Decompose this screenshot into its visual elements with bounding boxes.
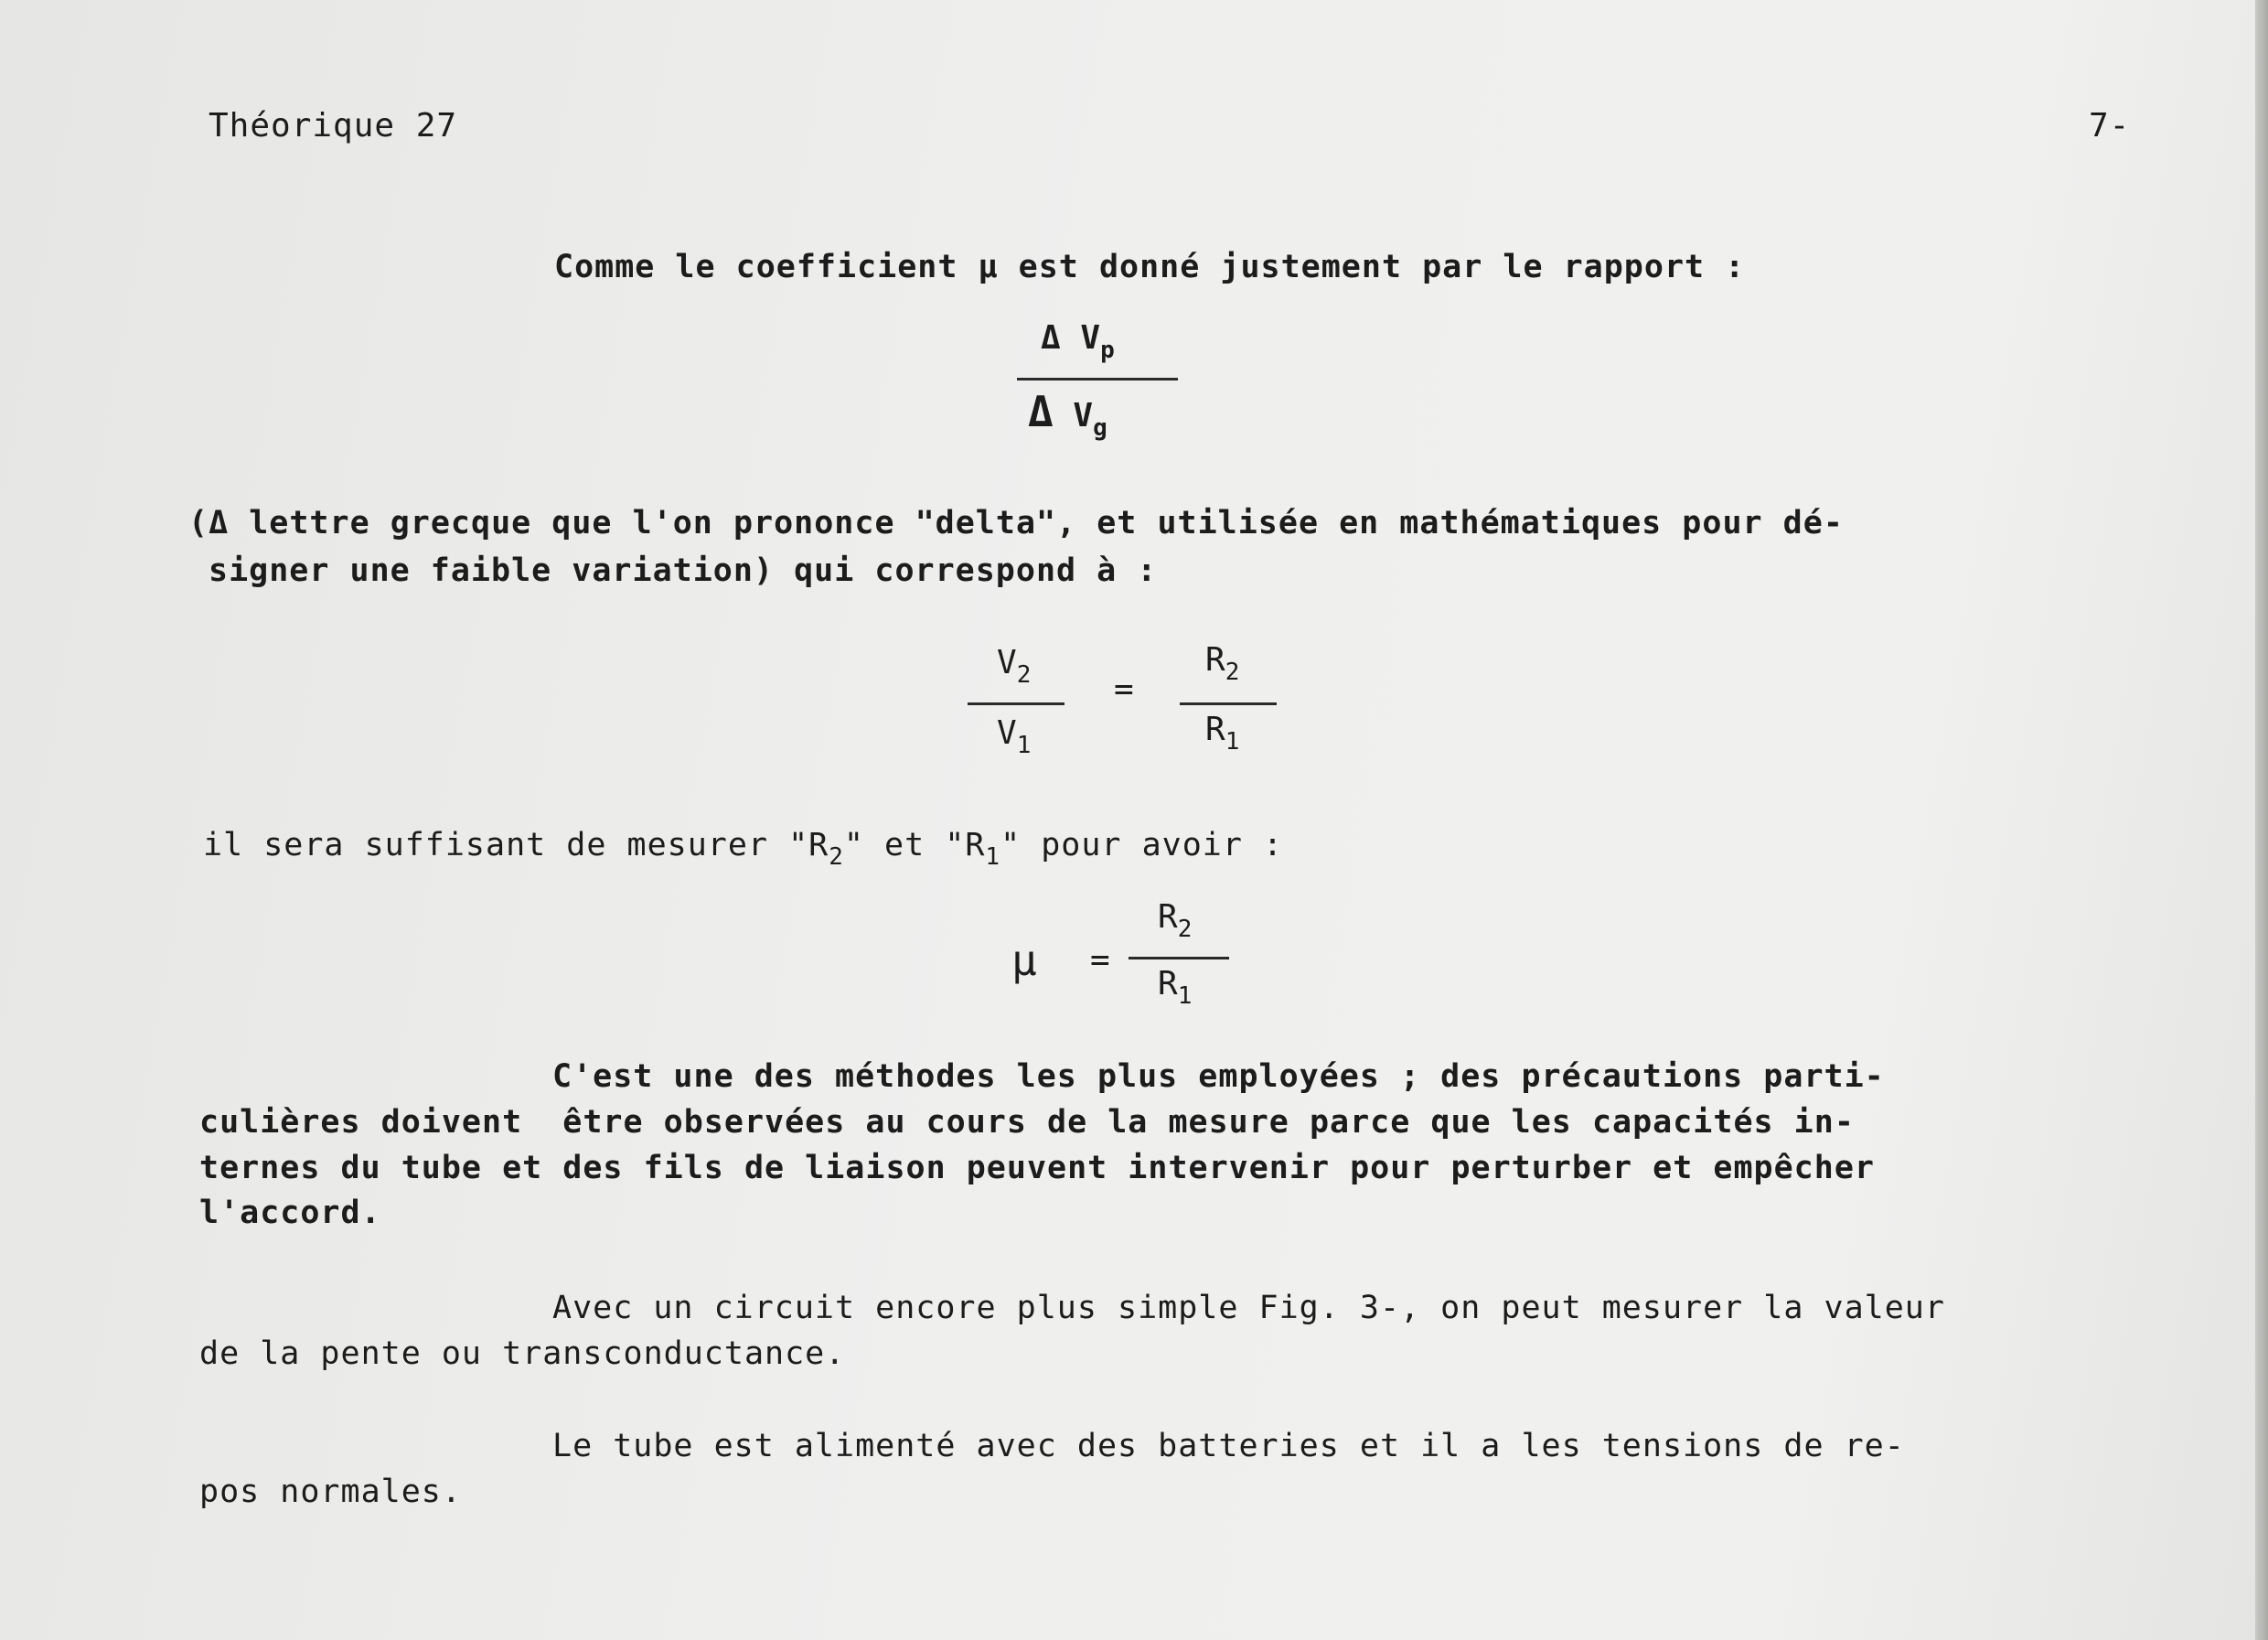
paragraph-method-line1: C'est une des méthodes les plus employées ; des précautions parti- [552, 1058, 1885, 1095]
paragraph-measure [203, 823, 1283, 870]
formula2-left-numerator [997, 644, 1032, 689]
running-header: Théorique 27 [209, 107, 458, 145]
delta-symbol: Δ [1041, 319, 1061, 357]
var-r: R [1158, 898, 1178, 936]
sub-1: 1 [1016, 732, 1032, 759]
paragraph-method-line2: culières doivent être observées au cours de la mesure parce que les capacités in- [199, 1104, 1855, 1141]
formula2-right-denominator [1205, 711, 1240, 756]
page-edge-shadow [2255, 0, 2268, 1640]
equals-sign: = [1090, 941, 1110, 979]
sub-2: 2 [1016, 661, 1032, 689]
paragraph-intro: Comme le coefficient μ est donné justement par le rapport : [554, 249, 1746, 285]
sub-2: 2 [829, 843, 844, 871]
sub-1: 1 [1225, 728, 1240, 756]
fraction-bar [1017, 378, 1178, 381]
var-v: V [1080, 319, 1101, 357]
page-number: 7- [2089, 107, 2131, 145]
text-run: il sera suffisant de mesurer "R [203, 827, 829, 863]
var-v: V [997, 714, 1017, 752]
sub-1: 1 [985, 843, 1001, 871]
paragraph-delta-line1: (Δ lettre grecque que l'on prononce "delta", et utilisée en mathématiques pour dé- [188, 505, 1844, 541]
sub-p: p [1100, 337, 1115, 364]
paragraph-tube-line1: Le tube est alimenté avec des batteries et il a les tensions de re- [552, 1428, 1905, 1464]
text-run: " pour avoir : [1000, 827, 1284, 863]
fraction-bar [968, 702, 1064, 705]
mu-symbol: μ [1011, 936, 1037, 985]
var-v: V [1073, 397, 1094, 434]
fraction-bar [1129, 957, 1229, 959]
formula3-numerator [1158, 898, 1193, 943]
var-r: R [1205, 641, 1225, 679]
sub-1: 1 [1177, 982, 1193, 1010]
formula2-right-numerator [1205, 641, 1240, 686]
paragraph-circuit-line1: Avec un circuit encore plus simple Fig. 3-, on peut mesurer la valeur [552, 1290, 1945, 1326]
var-v: V [997, 644, 1017, 681]
paragraph-circuit-line2: de la pente ou transconductance. [199, 1335, 846, 1372]
sub-g: g [1093, 414, 1107, 442]
text-run: " et "R [843, 827, 986, 863]
paragraph-method-line3: ternes du tube et des fils de liaison peuvent intervenir pour perturber et empêcher [199, 1150, 1875, 1186]
formula2-left-denominator [997, 714, 1032, 759]
equals-sign: = [1114, 670, 1134, 708]
paragraph-method-line4: l'accord. [199, 1195, 381, 1231]
sub-2: 2 [1225, 659, 1240, 686]
formula3-denominator [1158, 965, 1193, 1010]
var-r: R [1205, 711, 1225, 748]
var-r: R [1158, 965, 1178, 1002]
formula1-denominator [1028, 387, 1107, 442]
formula1-numerator [1041, 319, 1115, 364]
paragraph-tube-line2: pos normales. [199, 1474, 462, 1510]
fraction-bar [1180, 702, 1277, 705]
delta-symbol: Δ [1028, 387, 1054, 436]
paragraph-delta-line2: signer une faible variation) qui correspond à : [209, 552, 1158, 589]
sub-2: 2 [1177, 916, 1193, 943]
